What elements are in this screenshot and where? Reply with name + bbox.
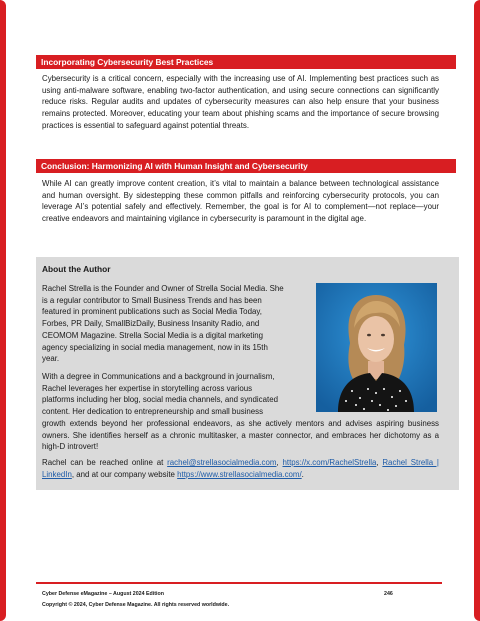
separator: , (276, 458, 283, 467)
section-heading-conclusion: Conclusion: Harmonizing AI with Human Insight and Cybersecurity (36, 159, 456, 173)
page-number: 246 (384, 591, 393, 597)
email-link[interactable]: rachel@strellasocialmedia.com (167, 458, 277, 467)
bio1-line: featured in prominent publications such as Social Media Today, (42, 307, 262, 317)
author-contact (42, 457, 439, 480)
left-edge-bar (0, 0, 6, 621)
section-body-conclusion: While AI can greatly improve content creation, it’s vital to maintain a balance between technological assistance and human oversight. By sidestepping these common pitfalls and reinforcing cybersecurity protocols, you can leverage AI’s potential safely and effectively. Remember, the goal is for AI to complement—not replace—your creative endeavors and maintaining vigilance in cybersecurity is paramount in the digital age. (42, 179, 439, 224)
footer-copyright: Copyright © 2024, Cyber Defense Magazine. All rights reserved worldwide. (42, 602, 230, 608)
author-photo (316, 283, 437, 412)
bio2-line: platforms including her blog, social media channels, and syndicated (42, 395, 278, 405)
bio1-line: year. (42, 354, 60, 364)
author-bio-2-rest: growth extends beyond her professional endeavors, as she actively mentors and advises aspiring business owners. She identifies herself as a chronic multitasker, a master connector, and embraces her dichotomy as a high-D introvert! (42, 419, 439, 452)
bio2-line: With a degree in Communications and a background in journalism, (42, 372, 275, 381)
contact-end: . (301, 469, 304, 479)
footer-edition: Cyber Defense eMagazine – August 2024 Edition (42, 591, 164, 597)
x-profile-link[interactable]: https://x.com/RachelStrella (282, 458, 377, 467)
separator: , (376, 458, 383, 467)
bio1-line: is a regular contributor to Small Business Trends and has been (42, 295, 262, 305)
bio2-line: content. Her dedication to entrepreneurship and small business (42, 407, 264, 417)
author-bio-1 (42, 283, 310, 365)
section-body-cybersecurity: Cybersecurity is a critical concern, especially with the increasing use of AI. Implementing best practices such as using anti-malware software, enabling two-factor authentication, and using secure connections can significantly reduce risks. Regular audits and updates of cybersecurity measures can also help ensure that your business remains protected. Moreover, educating your team about phishing scams and the importance of secure browsing practices is essential to safeguard against potential threats. (42, 74, 439, 130)
author-portrait-illustration (316, 283, 437, 412)
website-link[interactable]: https://www.strellasocialmedia.com/ (177, 469, 302, 479)
contact-mid: , and at our company website (71, 469, 178, 479)
right-edge-bar (474, 0, 480, 621)
about-author-title: About the Author (42, 264, 111, 274)
bio1-line: Forbes, PR Daily, SmallBizDaily, Business Insanity Radio, and (42, 319, 260, 329)
contact-prefix: Rachel can be reached online at (42, 458, 168, 467)
bio1-line: Rachel Strella is the Founder and Owner of Strella Social Media. She (42, 284, 284, 293)
bio1-line: CEOMOM Magazine. Strella Social Media is a digital marketing (42, 330, 264, 340)
section-heading-cybersecurity: Incorporating Cybersecurity Best Practices (36, 55, 456, 69)
linkedin-link[interactable]: Rachel Strella | LinkedIn (42, 458, 439, 479)
bio1-line: agency specializing in social media management, now in its 15th (42, 342, 268, 352)
author-bio-2-lines (42, 371, 310, 418)
footer-divider (36, 582, 442, 584)
bio2-line: Rachel leverages her expertise in storytelling across various (42, 383, 253, 393)
